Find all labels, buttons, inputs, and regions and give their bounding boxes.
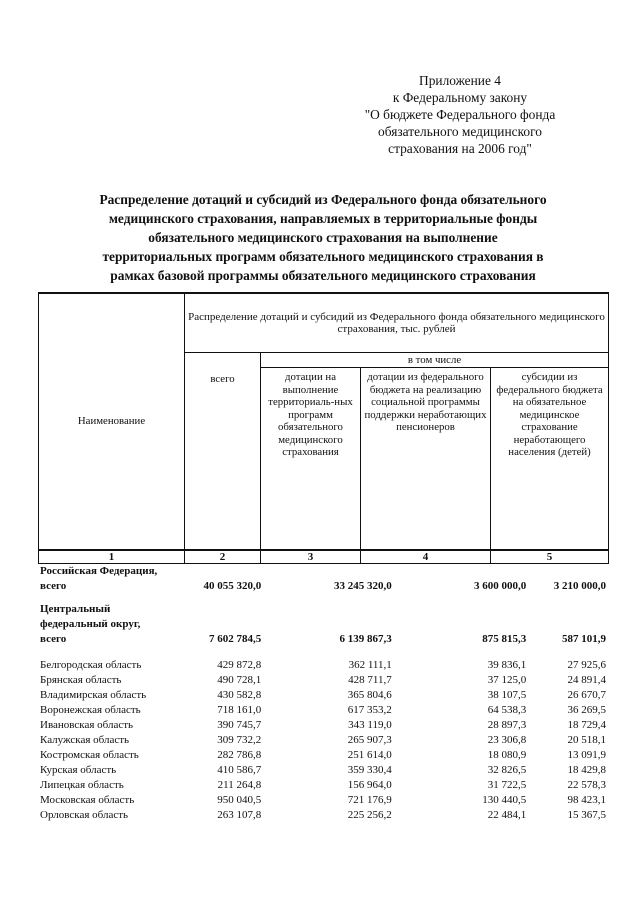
cell-children: 20 518,1 xyxy=(567,734,606,746)
cell-children: 13 091,9 xyxy=(567,749,606,761)
cell-children: 27 925,6 xyxy=(567,659,606,671)
row-name: Воронежская область xyxy=(40,704,141,716)
row-name-line: Российская Федерация, xyxy=(40,565,158,577)
cell-total: 490 728,1 xyxy=(217,674,262,686)
title-line: Распределение дотаций и субсидий из Федерального фонда обязательного xyxy=(99,192,547,207)
cell-pensioners: 22 484,1 xyxy=(487,809,527,821)
column-header-distribution: Распределение дотаций и субсидий из Федерального фонда обязательного медицинского страхования, тыс. рублей xyxy=(185,293,609,353)
column-number: 2 xyxy=(185,550,261,564)
title-line: рамках базовой программы обязательного медицинского страхования xyxy=(110,268,536,283)
table-row-russia xyxy=(38,564,608,594)
appendix-line: обязательного медицинского xyxy=(378,124,542,139)
cell-pensioners: 32 826,5 xyxy=(487,764,527,776)
table-header xyxy=(38,292,609,564)
cell-total: 429 872,8 xyxy=(217,659,262,671)
appendix-line: Приложение 4 xyxy=(419,73,501,88)
table-row xyxy=(38,733,608,748)
title-line: медицинского страхования, направляемых в территориальные фонды xyxy=(108,211,538,226)
cell-pensioners: 3 600 000,0 xyxy=(474,580,527,592)
cell-children: 22 578,3 xyxy=(567,779,606,791)
cell-pensioners: 18 080,9 xyxy=(487,749,527,761)
cell-territorial: 365 804,6 xyxy=(347,689,392,701)
cell-pensioners: 23 306,8 xyxy=(487,734,527,746)
cell-children: 98 423,1 xyxy=(567,794,606,806)
cell-children: 18 729,4 xyxy=(567,719,606,731)
table-row xyxy=(38,673,608,688)
title-line: территориальных программ обязательного медицинского страхования в xyxy=(102,249,544,264)
row-name xyxy=(38,564,180,594)
cell-territorial: 359 330,4 xyxy=(347,764,392,776)
table-row xyxy=(38,793,608,808)
table-body xyxy=(38,564,608,823)
cell-territorial: 617 353,2 xyxy=(347,704,392,716)
row-name: Липецкая область xyxy=(40,779,124,791)
cell-total: 410 586,7 xyxy=(217,764,262,776)
cell-territorial: 265 907,3 xyxy=(347,734,392,746)
appendix-line: страхования на 2006 год" xyxy=(388,141,532,156)
table-row xyxy=(38,658,608,673)
cell-children: 587 101,9 xyxy=(562,633,606,645)
cell-total: 282 786,8 xyxy=(217,749,262,761)
row-name: Брянская область xyxy=(40,674,122,686)
column-number: 1 xyxy=(39,550,185,564)
cell-total: 211 264,8 xyxy=(217,779,262,791)
title-line: обязательного медицинского страхования на выполнение xyxy=(148,230,498,245)
cell-territorial: 362 111,1 xyxy=(348,659,392,671)
cell-territorial: 251 614,0 xyxy=(347,749,392,761)
row-name-line: всего xyxy=(40,633,67,645)
cell-pensioners: 28 897,3 xyxy=(487,719,527,731)
column-number: 3 xyxy=(261,550,361,564)
cell-children: 3 210 000,0 xyxy=(553,580,606,592)
column-header-children: субсидии из федерального бюджета на обязательное медицинское страхование неработающего населения (детей) xyxy=(491,368,609,550)
row-name-line: всего xyxy=(40,580,67,592)
cell-total: 430 582,8 xyxy=(217,689,262,701)
column-header-including: в том числе xyxy=(261,353,609,368)
cell-pensioners: 31 722,5 xyxy=(487,779,527,791)
row-name: Калужская область xyxy=(40,734,130,746)
appendix-line: к Федеральному закону xyxy=(392,90,528,105)
row-name-line: федеральный округ, xyxy=(40,618,141,630)
column-number: 5 xyxy=(491,550,609,564)
cell-territorial: 33 245 320,0 xyxy=(334,580,392,592)
cell-total: 7 602 784,5 xyxy=(208,633,262,645)
cell-pensioners: 37 125,0 xyxy=(487,674,527,686)
column-header-total: всего xyxy=(185,353,261,551)
cell-territorial: 721 176,9 xyxy=(347,794,392,806)
cell-children: 26 670,7 xyxy=(567,689,606,701)
cell-territorial: 6 139 867,3 xyxy=(339,633,392,645)
appendix-line: "О бюджете Федерального фонда xyxy=(364,107,556,122)
column-header-subsidies-territorial: дотации на выполнение территориаль-ных программ обязательного медицинского страхования xyxy=(261,368,361,550)
cell-territorial: 428 711,7 xyxy=(348,674,392,686)
cell-pensioners: 39 836,1 xyxy=(487,659,527,671)
row-name: Белгородская область xyxy=(40,659,142,671)
cell-pensioners: 38 107,5 xyxy=(487,689,527,701)
cell-pensioners: 64 538,3 xyxy=(487,704,527,716)
cell-children: 24 891,4 xyxy=(567,674,606,686)
row-name xyxy=(38,602,180,647)
row-name: Костромская область xyxy=(40,749,139,761)
table-row xyxy=(38,808,608,823)
row-name: Курская область xyxy=(40,764,117,776)
cell-children: 15 367,5 xyxy=(567,809,606,821)
row-name: Орловская область xyxy=(40,809,129,821)
cell-territorial: 343 119,0 xyxy=(348,719,392,731)
region-list xyxy=(38,658,608,823)
cell-children: 36 269,5 xyxy=(567,704,606,716)
cell-children: 18 429,8 xyxy=(567,764,606,776)
column-header-name: Наименование xyxy=(39,293,185,550)
table-row xyxy=(38,703,608,718)
cell-total: 309 732,2 xyxy=(217,734,262,746)
cell-total: 263 107,8 xyxy=(217,809,262,821)
row-name: Московская область xyxy=(40,794,135,806)
table-row xyxy=(38,748,608,763)
cell-total: 390 745,7 xyxy=(217,719,262,731)
cell-pensioners: 875 815,3 xyxy=(482,633,527,645)
cell-pensioners: 130 440,5 xyxy=(482,794,527,806)
document-title xyxy=(40,190,606,285)
row-name: Ивановская область xyxy=(40,719,134,731)
table-row xyxy=(38,718,608,733)
table-row xyxy=(38,778,608,793)
cell-territorial: 225 256,2 xyxy=(347,809,392,821)
row-name-line: Центральный xyxy=(40,603,111,615)
cell-total: 950 040,5 xyxy=(217,794,262,806)
cell-total: 40 055 320,0 xyxy=(203,580,262,592)
table-row xyxy=(38,688,608,703)
column-number: 4 xyxy=(361,550,491,564)
appendix-reference xyxy=(340,72,580,157)
cell-territorial: 156 964,0 xyxy=(347,779,392,791)
column-header-pensioners: дотации из федерального бюджета на реализацию социальной программы поддержки неработающих пенсионеров xyxy=(361,368,491,550)
table-row-central-district xyxy=(38,602,608,647)
table-row xyxy=(38,763,608,778)
cell-total: 718 161,0 xyxy=(217,704,262,716)
row-name: Владимирская область xyxy=(40,689,147,701)
